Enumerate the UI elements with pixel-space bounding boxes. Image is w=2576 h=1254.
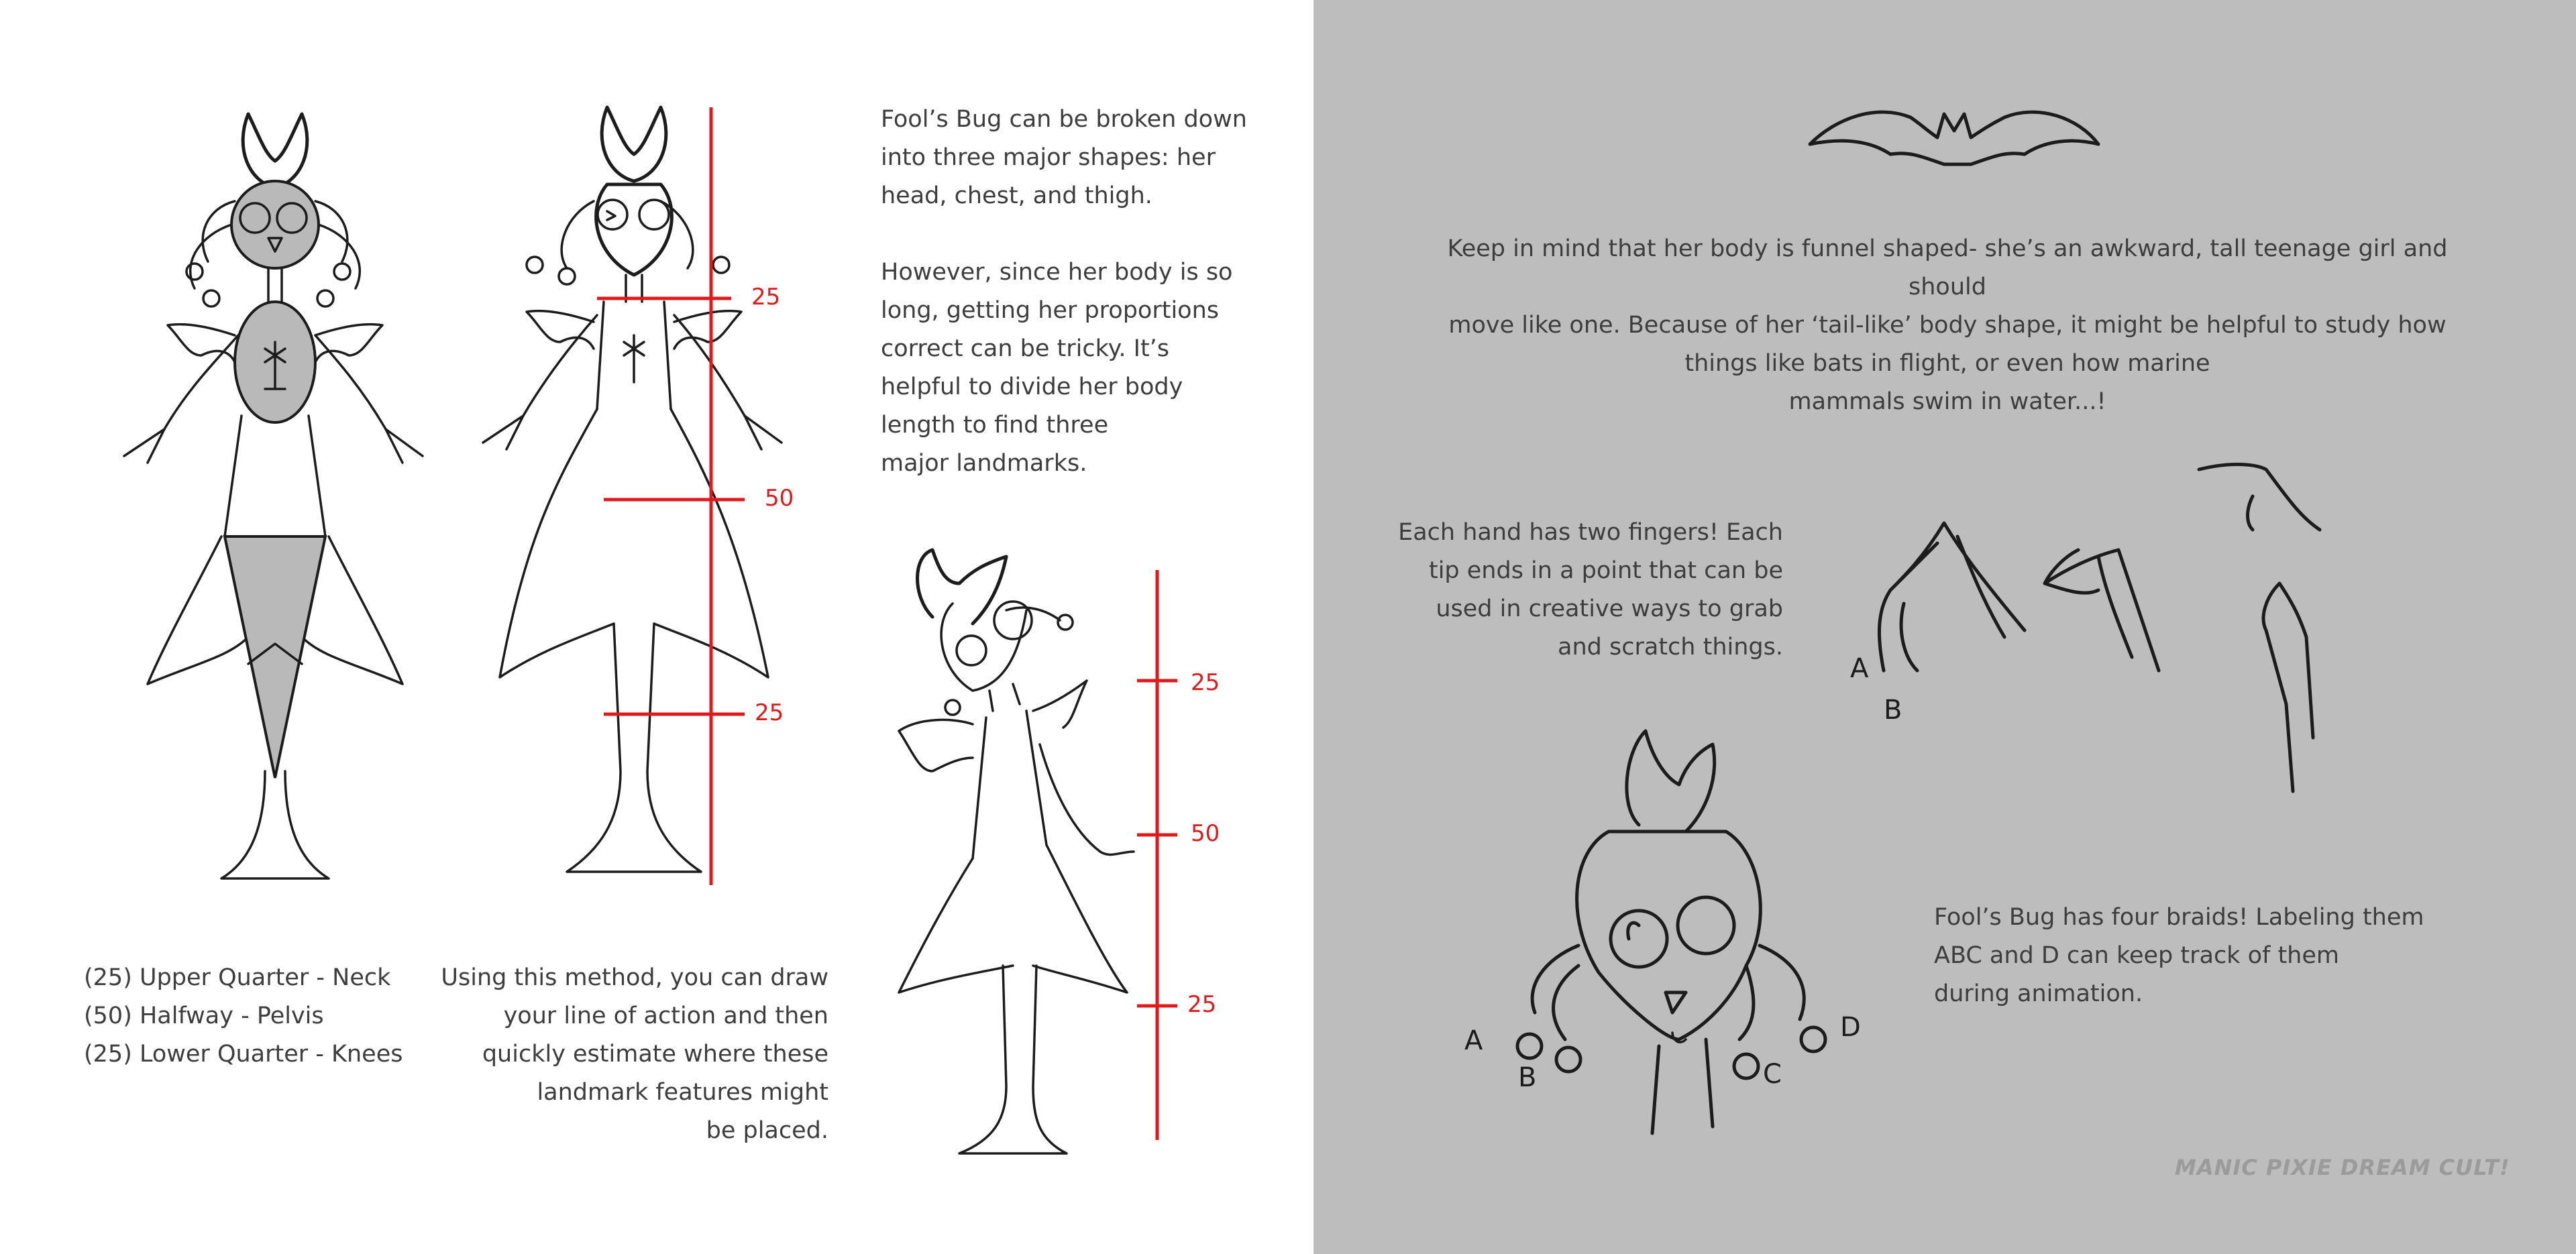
hand-paragraph: Each hand has two fingers! Each tip ends in a point that can be used in creative ways to grab and scratch things. <box>1398 519 1783 661</box>
ruler-pose-mid-label: 50 <box>1191 820 1220 847</box>
right-page <box>1313 0 2576 1254</box>
braid-label-a: A <box>1464 1025 1483 1056</box>
ruler-pose-lower-label: 25 <box>1187 991 1217 1018</box>
braid-head-sketch <box>1464 724 1900 1180</box>
ruler-pose-upper-label: 25 <box>1191 669 1220 696</box>
landmark-list <box>84 959 402 1074</box>
funnel-paragraph: Keep in mind that her body is funnel shaped- she’s an awkward, tall teenage girl and should move like one. Because of her ‘tail-like’ body shape, it might be helpful to study how things like bats in flight, or even how marine mammals swim in water...! <box>1447 235 2448 415</box>
ruler-front <box>671 101 818 905</box>
landmark-item: (50) Halfway - Pelvis <box>84 1003 324 1029</box>
braid-label-d: D <box>1840 1012 1861 1043</box>
landmark-item: (25) Upper Quarter - Neck <box>84 964 391 991</box>
hand-label-b: B <box>1884 695 1902 726</box>
hand-label-a: A <box>1850 653 1869 684</box>
ruler-front-lower-label: 25 <box>755 699 784 726</box>
intro-paragraph: Fool’s Bug can be broken down into three major shapes: her head, chest, and thigh. However, since her body is so long, getting her proportions correct can be tricky. It’s helpful to divide her body length to find three major landmarks. <box>881 106 1247 477</box>
bat-sketch <box>1810 91 2105 178</box>
ruler-pose <box>1127 563 1261 1153</box>
ruler-front-mid-label: 50 <box>765 485 794 512</box>
braid-label-c: C <box>1763 1059 1782 1090</box>
shape-breakdown-figure <box>114 107 449 899</box>
braid-paragraph: Fool’s Bug has four braids! Labeling them ABC and D can keep track of them during animation. <box>1934 904 2424 1007</box>
landmark-item: (25) Lower Quarter - Knees <box>84 1041 403 1068</box>
braid-label-b: B <box>1518 1062 1537 1093</box>
method-paragraph: Using this method, you can draw your line of action and then quickly estimate where these landmark features might be placed. <box>441 964 828 1144</box>
ruler-front-upper-label: 25 <box>751 284 781 310</box>
hand-sketches <box>1850 456 2427 805</box>
watermark-text: MANIC PIXIE DREAM CULT! <box>2175 1155 2510 1180</box>
